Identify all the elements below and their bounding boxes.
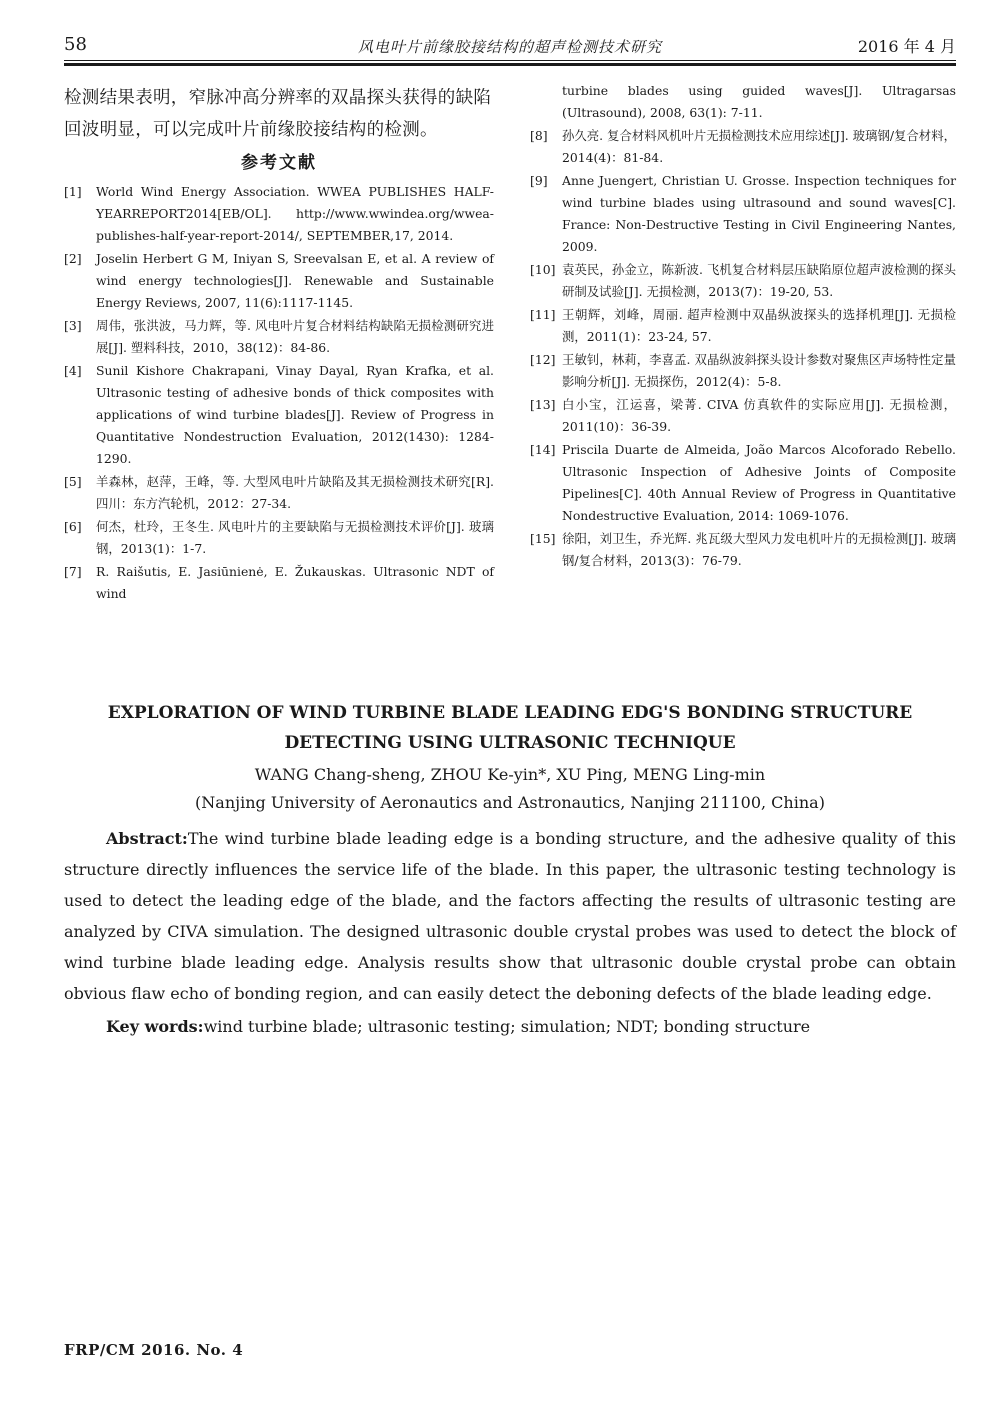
reference-number: [7]	[64, 564, 82, 579]
left-column	[64, 80, 494, 606]
reference-text: 袁英民，孙金立，陈新波. 飞机复合材料层压缺陷原位超声波检测的探头研制及试验[J]. 无损检测，2013(7)：19-20, 53.	[562, 262, 956, 299]
reference-item	[64, 248, 494, 314]
english-title-line-2: DETECTING USING ULTRASONIC TECHNIQUE	[284, 733, 736, 753]
reference-text: Priscila Duarte de Almeida, João Marcos Alcoforado Rebello. Ultrasonic Inspection of Adhesive Joints of Composite Pipelines[C]. 40th Annual Review of Progress in Quantitative Nondestructive Evaluation, 2014: 1069-1076.	[562, 442, 956, 523]
keywords-text: wind turbine blade; ultrasonic testing; simulation; NDT; bonding structure	[203, 1017, 811, 1036]
reference-text: 王敏钊，林莉，李喜孟. 双晶纵波斜探头设计参数对聚焦区声场特性定量影响分析[J]. 无损探伤，2012(4)：5-8.	[562, 352, 956, 389]
references-list-right	[530, 125, 956, 572]
english-abstract-section	[64, 698, 956, 1042]
page-number: 58	[64, 34, 87, 55]
reference-text: Anne Juengert, Christian U. Grosse. Inspection techniques for wind turbine blades using ultrasound and sound waves[C]. France: Non-Destructive Testing in Civil Engineering Nantes, 2009.	[562, 173, 956, 254]
reference-number: [10]	[530, 262, 556, 277]
reference-text: 周伟，张洪波，马力辉，等. 风电叶片复合材料结构缺陷无损检测研究进展[J]. 塑料科技，2010，38(12)：84-86.	[96, 318, 494, 355]
reference-number: [1]	[64, 184, 82, 199]
reference-number: [9]	[530, 173, 548, 188]
reference-text: Joselin Herbert G M, Iniyan S, Sreevalsan E, et al. A review of wind energy technologies[J]. Renewable and Sustainable Energy Reviews, 2007, 11(6):1117-1145.	[96, 251, 494, 310]
reference-number: [11]	[530, 307, 556, 322]
reference-number: [5]	[64, 474, 82, 489]
english-abstract	[64, 823, 956, 1009]
keywords-label: Key words:	[106, 1017, 204, 1036]
reference-item	[530, 394, 956, 438]
reference-text: 白小宝，江运喜，梁菁. CIVA 仿真软件的实际应用[J]. 无损检测，2011(10)：36-39.	[562, 397, 956, 434]
header-rule-thin	[64, 60, 956, 61]
reference-number: [12]	[530, 352, 556, 367]
english-affiliation: (Nanjing University of Aeronautics and Astronautics, Nanjing 211100, China)	[195, 793, 825, 812]
abstract-label: Abstract:	[106, 829, 188, 848]
conclusion-paragraph: 检测结果表明，窄脉冲高分辨率的双晶探头获得的缺陷回波明显，可以完成叶片前缘胶接结构的检测。	[64, 88, 492, 140]
reference-item	[64, 561, 494, 605]
reference-item	[64, 181, 494, 247]
reference-text: Sunil Kishore Chakrapani, Vinay Dayal, Ryan Krafka, et al. Ultrasonic testing of adhesive bonds of thick composites with applications of wind turbine blades[J]. Review of Progress in Quantitative Nondestruction Evaluation, 2012(1430): 1284-1290.	[96, 363, 494, 466]
reference-text: 何杰，杜玲，王冬生. 风电叶片的主要缺陷与无损检测技术评价[J]. 玻璃钢，2013(1)：1-7.	[96, 519, 494, 556]
reference-item	[530, 125, 956, 169]
references-heading: 参考文献	[241, 153, 317, 173]
reference-text: 徐阳，刘卫生，乔光辉. 兆瓦级大型风力发电机叶片的无损检测[J]. 玻璃钢/复合材料，2013(3)：76-79.	[562, 531, 956, 568]
running-title: 风电叶片前缘胶接结构的超声检测技术研究	[357, 38, 662, 56]
references-list-left	[64, 181, 494, 605]
reference-number: [8]	[530, 128, 548, 143]
english-title-line-1: EXPLORATION OF WIND TURBINE BLADE LEADING EDG'S BONDING STRUCTURE	[107, 703, 913, 723]
reference-number: [6]	[64, 519, 82, 534]
reference-item	[530, 259, 956, 303]
journal-footer: FRP/CM 2016. No. 4	[64, 1341, 244, 1359]
abstract-text: The wind turbine blade leading edge is a bonding structure, and the adhesive quality of this structure directly influences the service life of the blade. In this paper, the ultrasonic testing technology is used to detect the leading edge of the blade, and the factors affecting the results of ultrasonic testing are analyzed by CIVA simulation. The designed ultrasonic double crystal probes was used to detect the block of wind turbine blade leading edge. Analysis results show that ultrasonic double crystal probe can obtain obvious flaw echo of bonding region, and can easily detect the deboning defects of the blade leading edge.	[64, 829, 956, 1003]
issue-date: 2016 年 4 月	[857, 37, 956, 56]
reference-item	[64, 516, 494, 560]
reference-number: [2]	[64, 251, 82, 266]
reference-item	[530, 170, 956, 258]
reference-text: World Wind Energy Association. WWEA PUBLISHES HALF-YEARREPORT2014[EB/OL]. http://www.wwindea.org/wwea-publishes-half-year-report-2014/, SEPTEMBER,17, 2014.	[96, 184, 494, 243]
running-header	[64, 34, 956, 58]
reference-item	[530, 304, 956, 348]
reference-item	[530, 349, 956, 393]
reference-item	[530, 439, 956, 527]
reference-number: [4]	[64, 363, 82, 378]
reference-item	[530, 528, 956, 572]
reference-item	[64, 471, 494, 515]
reference-number: [14]	[530, 442, 556, 457]
right-column	[530, 80, 956, 573]
english-authors: WANG Chang-sheng, ZHOU Ke-yin*, XU Ping, MENG Ling-min	[254, 765, 766, 784]
reference-text: 孙久亮. 复合材料风机叶片无损检测技术应用综述[J]. 玻璃钢/复合材料，2014(4)：81-84.	[562, 128, 956, 165]
reference-continuation: turbine blades using guided waves[J]. Ultragarsas (Ultrasound), 2008, 63(1): 7-11.	[562, 83, 956, 120]
reference-item	[64, 360, 494, 470]
reference-text: R. Raišutis, E. Jasiūnienė, E. Žukauskas. Ultrasonic NDT of wind	[96, 564, 494, 601]
reference-text: 羊森林，赵萍，王峰，等. 大型风电叶片缺陷及其无损检测技术研究[R]. 四川：东方汽轮机，2012：27-34.	[96, 474, 494, 511]
reference-text: 王朝辉，刘峰，周丽. 超声检测中双晶纵波探头的选择机理[J]. 无损检测，2011(1)：23-24, 57.	[562, 307, 956, 344]
header-rule-thick	[64, 63, 956, 66]
english-keywords	[64, 1011, 956, 1042]
reference-number: [13]	[530, 397, 556, 412]
reference-item	[64, 315, 494, 359]
reference-number: [15]	[530, 531, 556, 546]
reference-number: [3]	[64, 318, 82, 333]
